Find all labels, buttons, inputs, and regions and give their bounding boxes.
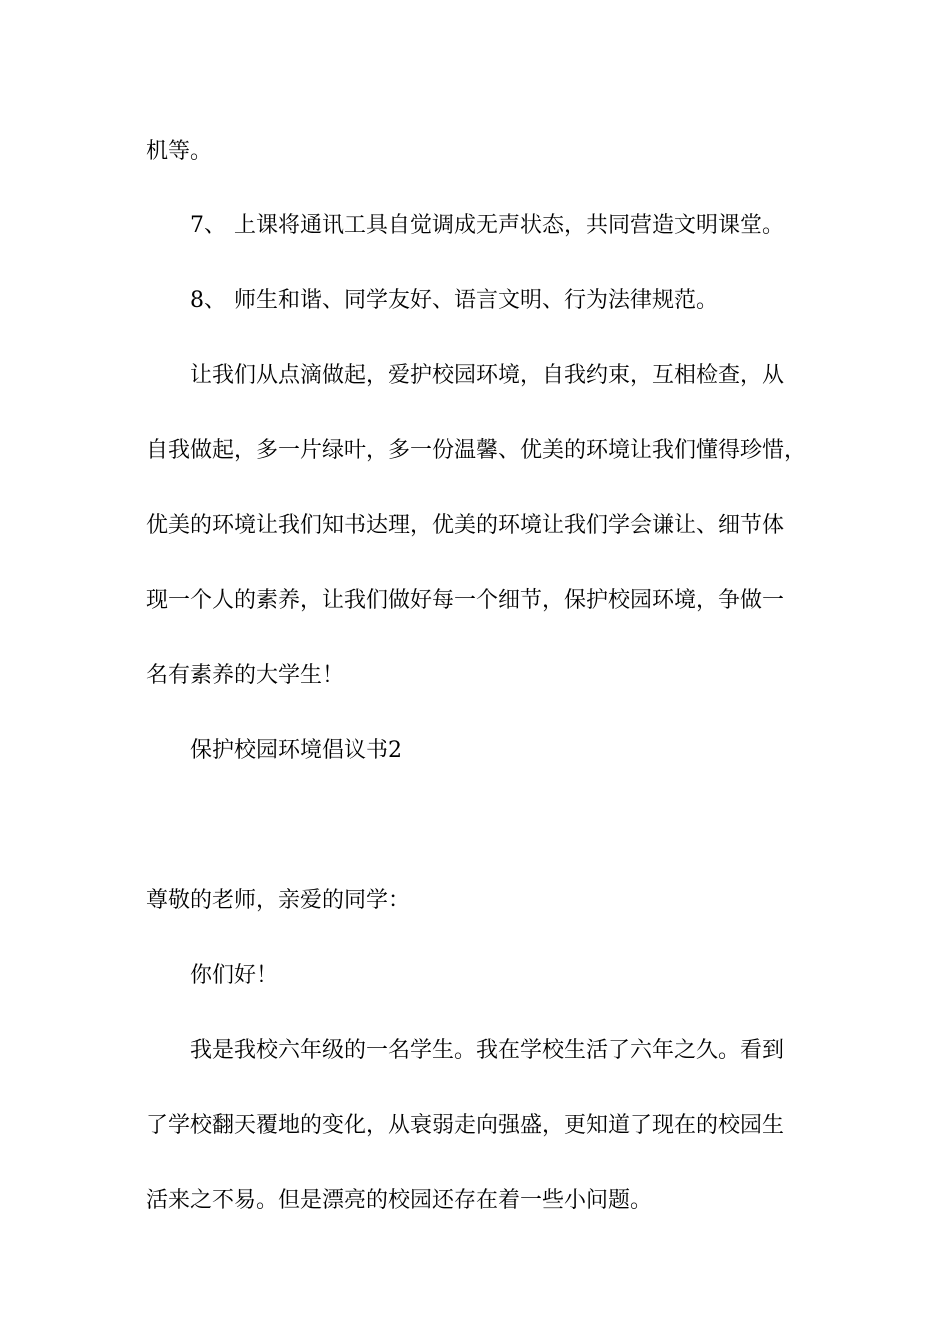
list-item-number: 7、 [190,213,226,238]
paragraph-line: 我是我校六年级的一名学生。我在学校生活了六年之久。看到 [190,1038,785,1063]
list-item-8 [190,287,718,315]
list-item-text: 上课将通讯工具自觉调成无声状态，共同营造文明课堂。 [234,213,785,238]
paragraph-line: 自我做起，多一片绿叶，多一份温馨、优美的环境让我们懂得珍惜， [146,438,807,463]
list-item-number: 8、 [190,288,226,313]
list-item-text: 师生和谐、同学友好、语言文明、行为法律规范。 [234,288,719,313]
section-title: 保护校园环境倡议书2 [190,738,402,763]
paragraph-line: 活来之不易。但是漂亮的校园还存在着一些小问题。 [146,1188,653,1213]
paragraph-line: 了学校翻天覆地的变化，从衰弱走向强盛，更知道了现在的校园生 [146,1113,785,1138]
greeting: 你们好！ [190,963,279,988]
salutation: 尊敬的老师，亲爱的同学： [146,888,411,913]
paragraph-line: 机等。 [146,139,213,164]
paragraph-line: 现一个人的素养，让我们做好每一个细节，保护校园环境，争做一 [146,588,785,613]
paragraph-line: 优美的环境让我们知书达理，优美的环境让我们学会谦让、细节体 [146,513,785,538]
paragraph-line: 让我们从点滴做起，爱护校园环境，自我约束，互相检查，从 [190,363,785,388]
paragraph-line: 名有素养的大学生！ [146,663,345,688]
list-item-7 [190,212,784,240]
